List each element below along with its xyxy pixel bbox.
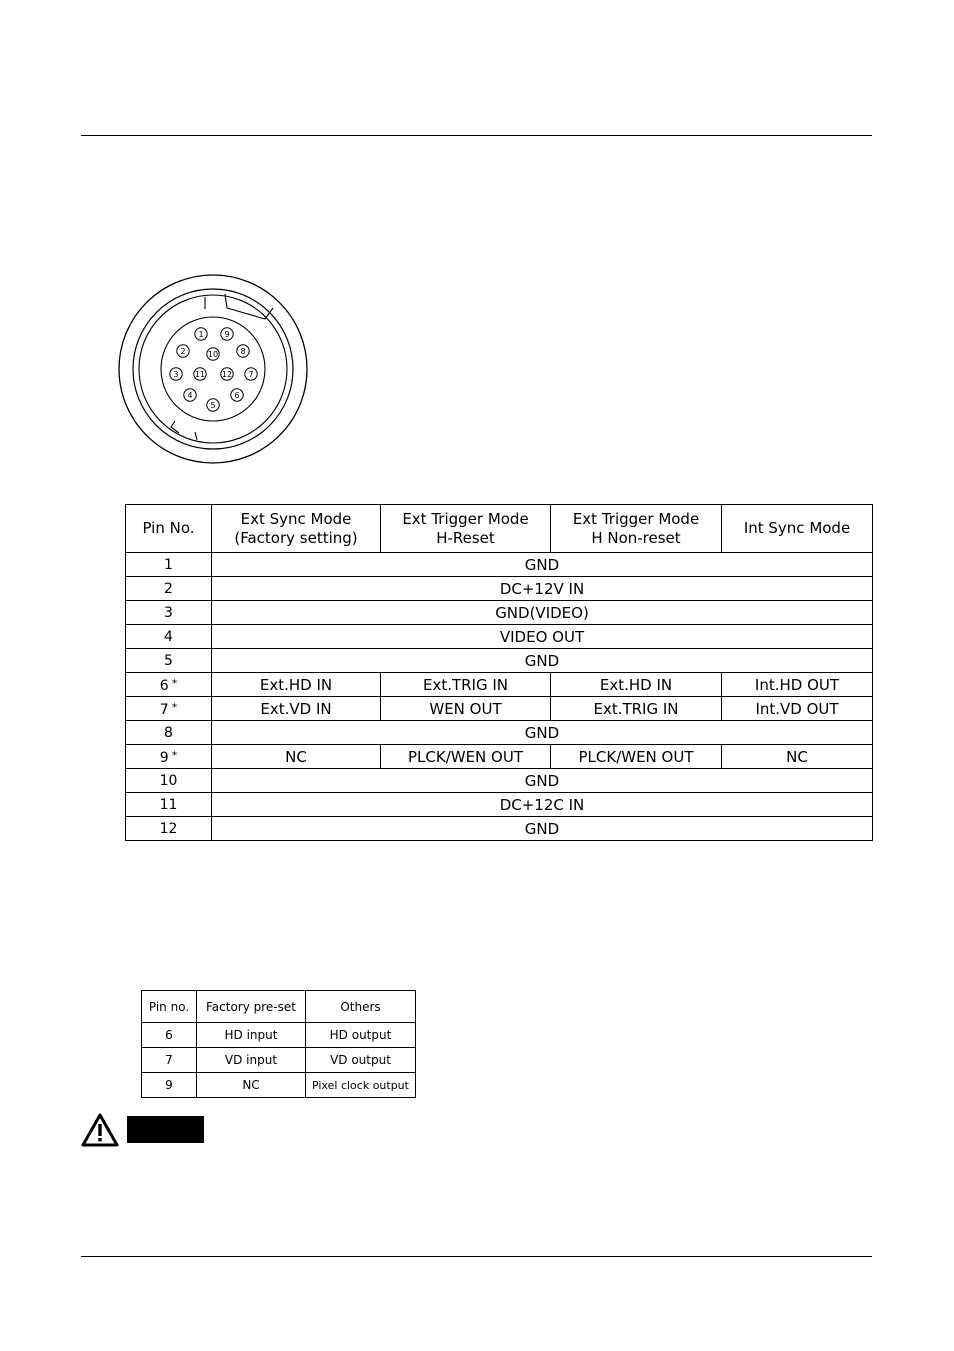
pin-assignment-table [125,504,873,841]
pin-number: 11 [159,796,178,813]
signal-cell: Ext.TRIG IN [551,697,722,721]
pin-12 [221,368,233,380]
pin-number: 1 [164,556,173,573]
signal-cell: Ext.HD IN [551,673,722,697]
pin-number-cell [126,553,212,577]
top-rule [81,135,872,136]
signal-cell: DC+12V IN [212,577,873,601]
pin-8 [237,345,249,357]
factory-preset-table [141,990,416,1098]
preset-row [142,1048,416,1073]
header-ext-sync-mode: Ext Sync Mode (Factory setting) [212,505,381,553]
preset-row [142,1023,416,1048]
pin-number: 4 [164,628,173,645]
svg-text:2: 2 [180,347,186,356]
signal-cell: NC [212,745,381,769]
signal-cell: GND(VIDEO) [212,601,873,625]
warning-icon [81,1113,119,1147]
preset-header-row [142,991,416,1023]
pin-2 [177,345,189,357]
pin-number-cell [126,769,212,793]
signal-cell: GND [212,817,873,841]
preset-value-cell: HD output [306,1023,416,1048]
signal-cell: GND [212,721,873,745]
preset-pin-cell: 9 [142,1073,197,1098]
pin-5 [207,399,219,411]
table-row [126,673,873,697]
pin-number-cell [126,577,212,601]
table-row [126,769,873,793]
pin-number: 12 [159,820,178,837]
table-row [126,745,873,769]
table-header-row [126,505,873,553]
signal-cell: NC [722,745,873,769]
connector-pinout-diagram [115,271,311,467]
signal-cell: VIDEO OUT [212,625,873,649]
table-row [126,601,873,625]
pin-number-cell [126,673,212,697]
signal-cell: Int.HD OUT [722,673,873,697]
table-row [126,817,873,841]
table-row [126,553,873,577]
pin-6 [231,389,243,401]
asterisk-mark: * [171,748,178,762]
pin-3 [170,368,182,380]
preset-pin-cell: 6 [142,1023,197,1048]
svg-text:7: 7 [248,370,254,379]
svg-text:10: 10 [207,350,219,359]
svg-text:4: 4 [187,391,193,400]
signal-cell: Ext.HD IN [212,673,381,697]
preset-row [142,1073,416,1098]
svg-text:6: 6 [234,391,240,400]
pin-number-cell [126,601,212,625]
svg-text:3: 3 [173,370,179,379]
preset-header-factory: Factory pre-set [197,991,306,1023]
pin-number-cell [126,625,212,649]
preset-value-cell: VD output [306,1048,416,1073]
pin-11 [194,368,206,380]
pin-number-cell [126,793,212,817]
signal-cell: GND [212,649,873,673]
asterisk-mark: * [171,700,178,714]
pin-number: 10 [159,772,178,789]
pin-10 [207,348,219,360]
pin-number: 7 [159,701,169,718]
table-row [126,697,873,721]
pin-number: 6 [159,677,169,694]
table-row [126,625,873,649]
table-row [126,793,873,817]
svg-text:1: 1 [198,330,204,339]
pin-number-cell [126,721,212,745]
pin-1 [195,328,207,340]
preset-value-cell: Pixel clock output [306,1073,416,1098]
table-row [126,649,873,673]
pin-number-cell [126,817,212,841]
preset-value-cell: VD input [197,1048,306,1073]
signal-cell: Ext.TRIG IN [381,673,551,697]
svg-text:11: 11 [194,370,206,379]
pin-7 [245,368,257,380]
pin-number: 9 [159,749,169,766]
svg-text:5: 5 [210,401,216,410]
pin-number-cell [126,697,212,721]
pin-number-cell [126,745,212,769]
pin-number: 2 [164,580,173,597]
preset-header-others: Others [306,991,416,1023]
pin-number: 5 [164,652,173,669]
signal-cell: PLCK/WEN OUT [551,745,722,769]
preset-value-cell: NC [197,1073,306,1098]
preset-value-cell: HD input [197,1023,306,1048]
header-int-sync-mode: Int Sync Mode [722,505,873,553]
signal-cell: Ext.VD IN [212,697,381,721]
preset-pin-cell: 7 [142,1048,197,1073]
pin-number: 8 [164,724,173,741]
header-ext-trigger-h-nonreset: Ext Trigger Mode H Non-reset [551,505,722,553]
pin-number: 3 [164,604,173,621]
bottom-rule [81,1256,872,1257]
pin-4 [184,389,196,401]
preset-header-pin-no: Pin no. [142,991,197,1023]
svg-text:9: 9 [224,330,230,339]
table-row [126,721,873,745]
asterisk-mark: * [171,676,178,690]
header-ext-trigger-h-reset: Ext Trigger Mode H-Reset [381,505,551,553]
header-pin-no: Pin No. [126,505,212,553]
signal-cell: PLCK/WEN OUT [381,745,551,769]
svg-text:8: 8 [240,347,246,356]
signal-cell: GND [212,769,873,793]
signal-cell: GND [212,553,873,577]
signal-cell: DC+12C IN [212,793,873,817]
warning-label-box [127,1116,204,1143]
pin-number-cell [126,649,212,673]
signal-cell: WEN OUT [381,697,551,721]
signal-cell: Int.VD OUT [722,697,873,721]
table-row [126,577,873,601]
pin-9 [221,328,233,340]
svg-text:12: 12 [221,370,233,379]
